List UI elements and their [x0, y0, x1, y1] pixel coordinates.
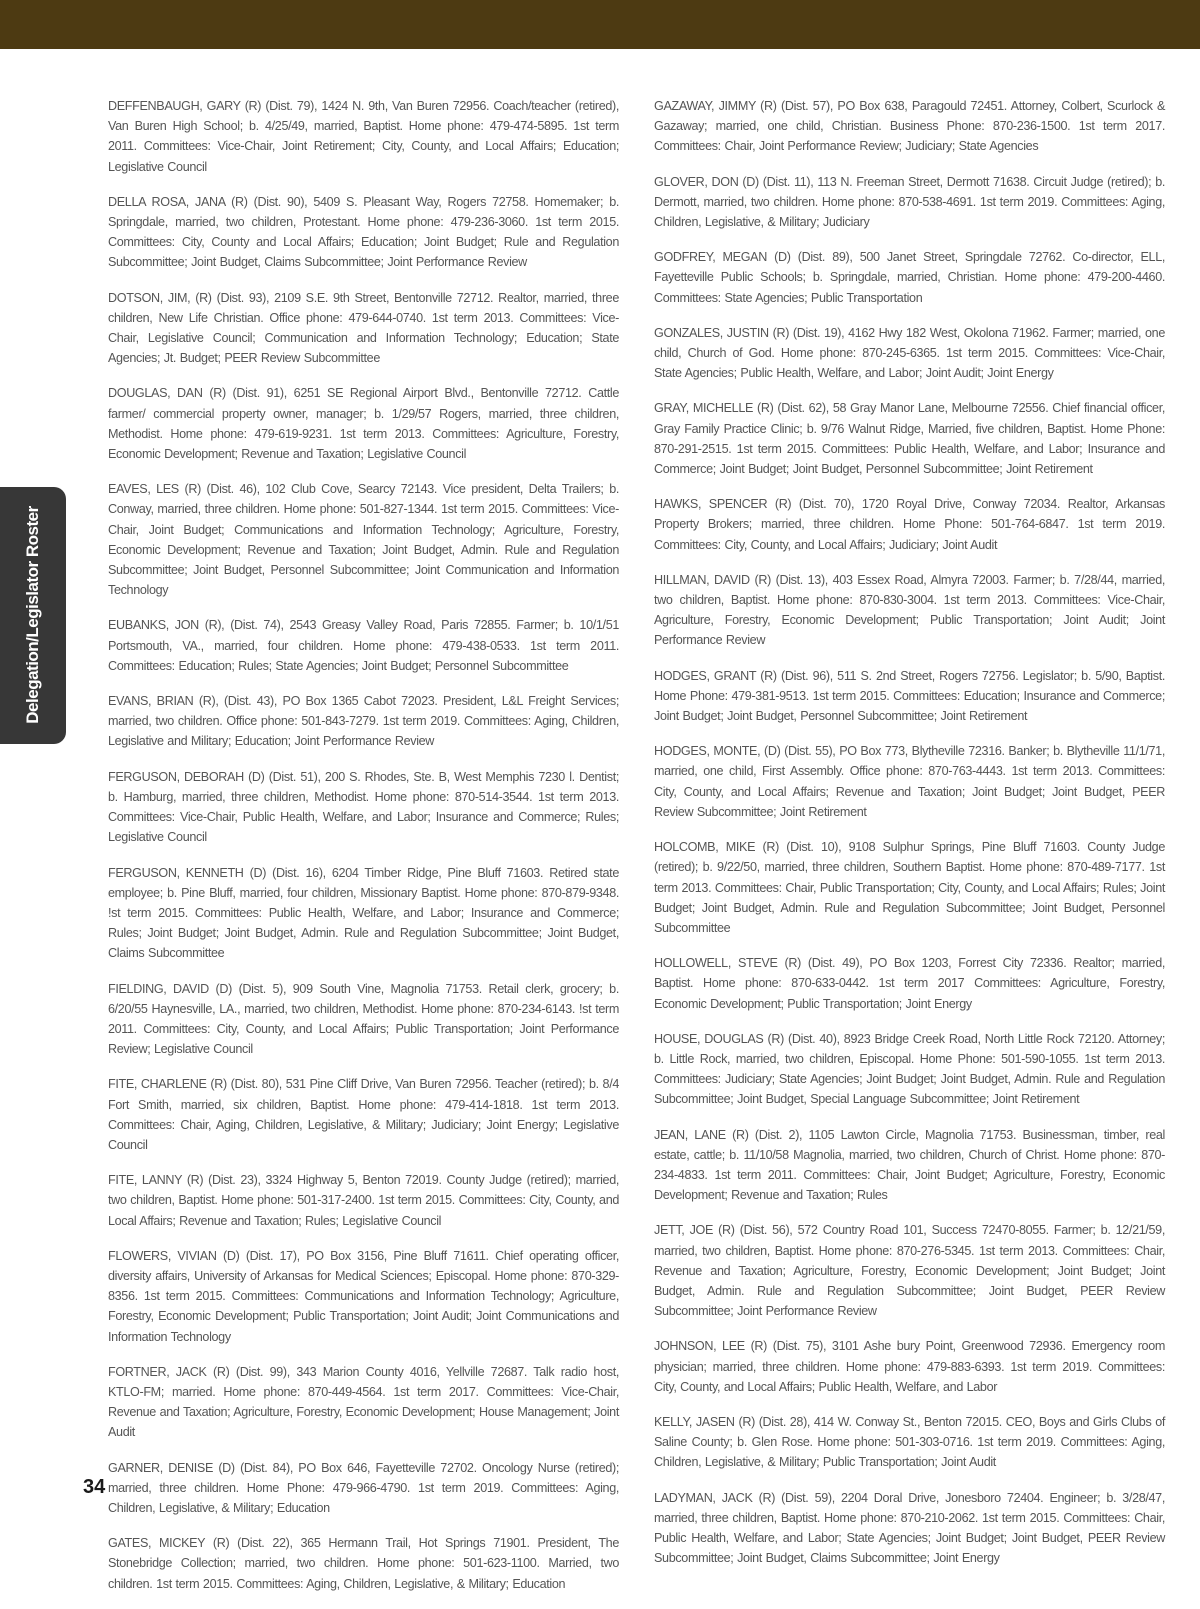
legislator-entry: GATES, MICKEY (R) (Dist. 22), 365 Hermann Trail, Hot Springs 71901. President, The Stonebridge Collection; married, two children. Home phone: 501-623-1100. Married, two children. 1st term 2015. Committees: Aging, Children, Legislative, & Military; Education	[108, 1536, 619, 1591]
legislator-entry: DEFFENBAUGH, GARY (R) (Dist. 79), 1424 N. 9th, Van Buren 72956. Coach/teacher (retired), Van Buren High School; b. 4/25/49, married, Baptist. Home phone: 479-474-5895. 1st term 2011. Committees: Vice-Chair, Joint Retirement; City, County, and Local Affairs; Education; Legislative Council	[108, 99, 619, 174]
legislator-entry: JETT, JOE (R) (Dist. 56), 572 Country Road 101, Success 72470-8055. Farmer; b. 12/21/59, married, two children, Baptist. Home phone: 870-276-5345. 1st term 2013. Committees: Chair, Revenue and Taxation; Agriculture, Forestry, Economic Development; Joint Budget; Joint Budget, Admin. Rule and Regulation Subcommittee; Joint Budget, PEER Review Subcommittee; Joint Performance Review	[654, 1223, 1165, 1319]
legislator-entry: FLOWERS, VIVIAN (D) (Dist. 17), PO Box 3156, Pine Bluff 71611. Chief operating officer, diversity affairs, University of Arkansas for Medical Sciences; Episcopal. Home phone: 870-329-8356. 1st term 2015. Committees: Communications and Information Technology; Agriculture, Forestry, Economic Development; Public Transportation; Joint Audit; Joint Communications and Information Technology	[108, 1248, 619, 1344]
legislator-entry: HOLLOWELL, STEVE (R) (Dist. 49), PO Box 1203, Forrest City 72336. Realtor; married, Baptist. Home phone: 870-633-0442. 1st term 2017 Committees: Agriculture, Forestry, Economic Development; Public Transportation; Joint Energy	[654, 956, 1165, 1011]
legislator-entry: JOHNSON, LEE (R) (Dist. 75), 3101 Ashe bury Point, Greenwood 72936. Emergency room physician; married, three children. Home phone: 479-883-6393. 1st term 2019. Committees: City, County, and Local Affairs; Public Health, Welfare, and Labor	[654, 1339, 1165, 1394]
legislator-entry: FIELDING, DAVID (D) (Dist. 5), 909 South Vine, Magnolia 71753. Retail clerk, grocery; b. 6/20/55 Haynesville, LA., married, two children, Methodist. Home phone: 870-234-6143. !st term 2011. Committees: City, County, and Local Affairs; Public Transportation; Joint Performance Review; Legislative Council	[108, 981, 619, 1057]
legislator-entry: DELLA ROSA, JANA (R) (Dist. 90), 5409 S. Pleasant Way, Rogers 72758. Homemaker; b. Springdale, married, two children, Protestant. Home phone: 479-236-3060. 1st term 2015. Committees: City, County and Local Affairs; Education; Joint Budget; Rule and Regulation Subcommittee; Joint Budget, Claims Subcommittee; Joint Performance Review	[108, 194, 619, 270]
legislator-entry: GLOVER, DON (D) (Dist. 11), 113 N. Freeman Street, Dermott 71638. Circuit Judge (retired); b. Dermott, married, two children. Home phone: 870-538-4691. 1st term 2019. Committees: Aging, Children, Legislative, & Military; Judiciary	[654, 174, 1165, 230]
legislator-entry: JEAN, LANE (R) (Dist. 2), 1105 Lawton Circle, Magnolia 71753. Businessman, timber, real estate, cattle; b. 11/10/58 Magnolia, married, two children, Church of Christ. Home phone: 870-234-4833. 1st term 2011. Committees: Chair, Joint Budget; Agriculture, Forestry, Economic Development; Revenue and Taxation; Rules	[654, 1127, 1165, 1203]
legislator-entry: GAZAWAY, JIMMY (R) (Dist. 57), PO Box 638, Paragould 72451. Attorney, Colbert, Scurlock & Gazaway; married, one child, Christian. Business Phone: 870-236-1500. 1st term 2017. Committees: Chair, Joint Performance Review; Judiciary; State Agencies	[654, 99, 1165, 154]
section-tab-label: Delegation/Legislator Roster	[23, 506, 42, 724]
legislator-entry: HODGES, MONTE, (D) (Dist. 55), PO Box 773, Blytheville 72316. Banker; b. Blytheville 11/1/71, married, one child, First Assembly. Office phone: 870-763-4443. 1st term 2013. Committees: City, County, and Local Affairs; Revenue and Taxation; Joint Budget; Joint Budget, PEER Review Subcommittee; Joint Retirement	[654, 744, 1165, 819]
legislator-entry: HOUSE, DOUGLAS (R) (Dist. 40), 8923 Bridge Creek Road, North Little Rock 72120. Attorney; b. Little Rock, married, two children, Episcopal. Home Phone: 501-590-1055. 1st term 2013. Committees: Judiciary; State Agencies; Joint Budget; Joint Budget, Admin. Rule and Regulation Subcommittee; Joint Budget, Special Language Subcommittee; Joint Retirement	[654, 1031, 1165, 1107]
legislator-entry: FERGUSON, DEBORAH (D) (Dist. 51), 200 S. Rhodes, Ste. B, West Memphis 7230 l. Dentist; b. Hamburg, married, three children, Methodist. Home phone: 870-514-3544. 1st term 2013. Committees: Vice-Chair, Public Health, Welfare, and Labor; Insurance and Commerce; Rules; Legislative Council	[108, 769, 619, 845]
legislator-entry: HODGES, GRANT (R) (Dist. 96), 511 S. 2nd Street, Rogers 72756. Legislator; b. 5/90, Baptist. Home Phone: 479-381-9513. 1st term 2015. Committees: Education; Insurance and Commerce; Joint Budget; Joint Budget, Personnel Subcommittee; Joint Retirement	[654, 668, 1165, 724]
legislator-entry: GODFREY, MEGAN (D) (Dist. 89), 500 Janet Street, Springdale 72762. Co-director, ELL, Fayetteville Public Schools; b. Springdale, married, Christian. Home phone: 479-200-4460. Committees: State Agencies; Public Transportation	[654, 250, 1165, 305]
section-tab	[0, 487, 66, 744]
top-header-bar	[0, 0, 1200, 49]
legislator-entry: EVANS, BRIAN (R), (Dist. 43), PO Box 1365 Cabot 72023. President, L&L Freight Services; married, two children. Office phone: 501-843-7279. 1st term 2019. Committees: Aging, Children, Legislative and Military; Education; Joint Performance Review	[108, 694, 619, 749]
legislator-entry: FITE, LANNY (R) (Dist. 23), 3324 Highway 5, Benton 72019. County Judge (retired); married, two children, Baptist. Home phone: 501-317-2400. 1st term 2015. Committees: City, County, and Local Affairs; Revenue and Taxation; Rules; Legislative Council	[108, 1173, 619, 1228]
legislator-entry: EUBANKS, JON (R), (Dist. 74), 2543 Greasy Valley Road, Paris 72855. Farmer; b. 10/1/51 Portsmouth, VA., married, four children. Home phone: 479-438-0533. 1st term 2011. Committees: Education; Rules; State Agencies; Joint Budget; Personnel Subcommittee	[108, 618, 619, 673]
legislator-entry: GARNER, DENISE (D) (Dist. 84), PO Box 646, Fayetteville 72702. Oncology Nurse (retired); married, three children. Home Phone: 479-966-4790. 1st term 2019. Committees: Aging, Children, Legislative, & Military; Education	[108, 1460, 619, 1515]
legislator-entry: KELLY, JASEN (R) (Dist. 28), 414 W. Conway St., Benton 72015. CEO, Boys and Girls Clubs of Saline County; b. Glen Rose. Home phone: 501-303-0716. 1st term 2019. Committees: Aging, Children, Legislative, & Military; Public Transportation; Joint Audit	[654, 1414, 1165, 1470]
legislator-entry: DOTSON, JIM, (R) (Dist. 93), 2109 S.E. 9th Street, Bentonville 72712. Realtor, married, three children, New Life Christian. Office phone: 479-644-0740. 1st term 2013. Committees: Vice-Chair, Legislative Council; Communication and Information Technology; Education; State Agencies; Jt. Budget; PEER Review Subcommittee	[108, 290, 619, 366]
left-column	[108, 96, 619, 1609]
legislator-entry: EAVES, LES (R) (Dist. 46), 102 Club Cove, Searcy 72143. Vice president, Delta Trailers; b. Conway, married, three children. Home phone: 501-827-1344. 1st term 2015. Committees: Vice-Chair, Joint Budget; Communications and Information Technology; Agriculture, Forestry, Economic Development; Revenue and Taxation; Joint Budget, Admin. Rule and Regulation Subcommittee; Joint Budget, Personnel Subcommittee; Joint Communication and Information Technology	[108, 482, 619, 598]
legislator-entry: FITE, CHARLENE (R) (Dist. 80), 531 Pine Cliff Drive, Van Buren 72956. Teacher (retired); b. 8/4 Fort Smith, married, six children, Baptist. Home phone: 479-414-1818. 1st term 2013. Committees: Chair, Aging, Children, Legislative, & Military; Judiciary; Joint Energy; Legislative Council	[108, 1077, 619, 1152]
legislator-entry: FORTNER, JACK (R) (Dist. 99), 343 Marion County 4016, Yellville 72687. Talk radio host, KTLO-FM; married. Home phone: 870-449-4564. 1st term 2017. Committees: Vice-Chair, Revenue and Taxation; Agriculture, Forestry, Economic Development; House Management; Joint Audit	[108, 1364, 619, 1440]
legislator-entry: HILLMAN, DAVID (R) (Dist. 13), 403 Essex Road, Almyra 72003. Farmer; b. 7/28/44, married, two children, Baptist. Home phone: 870-830-3004. 1st term 2013. Committees: Vice-Chair, Agriculture, Forestry, Economic Development; Public Transportation; Joint Audit; Joint Performance Review	[654, 572, 1165, 648]
legislator-entry: GONZALES, JUSTIN (R) (Dist. 19), 4162 Hwy 182 West, Okolona 71962. Farmer; married, one child, Church of God. Home phone: 870-245-6365. 1st term 2015. Committees: Vice-Chair, State Agencies; Public Health, Welfare, and Labor; Joint Audit; Joint Energy	[654, 325, 1165, 381]
legislator-entry: HAWKS, SPENCER (R) (Dist. 70), 1720 Royal Drive, Conway 72034. Realtor, Arkansas Property Brokers; married, three children. Home Phone: 501-764-6847. 1st term 2019. Committees: City, County, and Local Affairs; Judiciary; Joint Audit	[654, 497, 1165, 552]
legislator-entry: DOUGLAS, DAN (R) (Dist. 91), 6251 SE Regional Airport Blvd., Bentonville 72712. Cattle farmer/ commercial property owner, manager; b. 1/29/57 Rogers, married, three children, Methodist. Home phone: 479-619-9231. 1st term 2013. Committees: Agriculture, Forestry, Economic Development; Revenue and Taxation; Legislative Council	[108, 386, 619, 462]
legislator-entry: HOLCOMB, MIKE (R) (Dist. 10), 9108 Sulphur Springs, Pine Bluff 71603. County Judge (retired); b. 9/22/50, married, three children, Southern Baptist. Home phone: 870-489-7177. 1st term 2013. Committees: Chair, Public Transportation; City, County, and Local Affairs; Rules; Joint Budget; Joint Budget, Admin. Rule and Regulation Subcommittee; Joint Budget, Personnel Subcommittee	[654, 840, 1165, 935]
right-column	[654, 96, 1165, 1583]
legislator-entry: FERGUSON, KENNETH (D) (Dist. 16), 6204 Timber Ridge, Pine Bluff 71603. Retired state employee; b. Pine Bluff, married, four children, Missionary Baptist. Home phone: 870-879-9348. !st term 2015. Committees: Public Health, Welfare, and Labor; Insurance and Commerce; Rules; Joint Budget; Joint Budget, Admin. Rule and Regulation Subcommittee; Joint Budget, Claims Subcommittee	[108, 865, 619, 961]
legislator-entry: LADYMAN, JACK (R) (Dist. 59), 2204 Doral Drive, Jonesboro 72404. Engineer; b. 3/28/47, married, three children, Baptist. Home phone: 870-210-2062. 1st term 2015. Committees: Chair, Public Health, Welfare, and Labor; State Agencies; Joint Budget; Joint Budget, PEER Review Subcommittee; Joint Budget, Claims Subcommittee; Joint Energy	[654, 1490, 1165, 1566]
page-number: 34	[83, 1476, 106, 1498]
legislator-entry: GRAY, MICHELLE (R) (Dist. 62), 58 Gray Manor Lane, Melbourne 72556. Chief financial officer, Gray Family Practice Clinic; b. 9/76 Walnut Ridge, Married, five children, Baptist. Home Phone: 870-291-2515. 1st term 2015. Committees: Public Health, Welfare, and Labor; Insurance and Commerce; Joint Budget; Joint Budget, Personnel Subcommittee; Joint Retirement	[654, 401, 1165, 477]
